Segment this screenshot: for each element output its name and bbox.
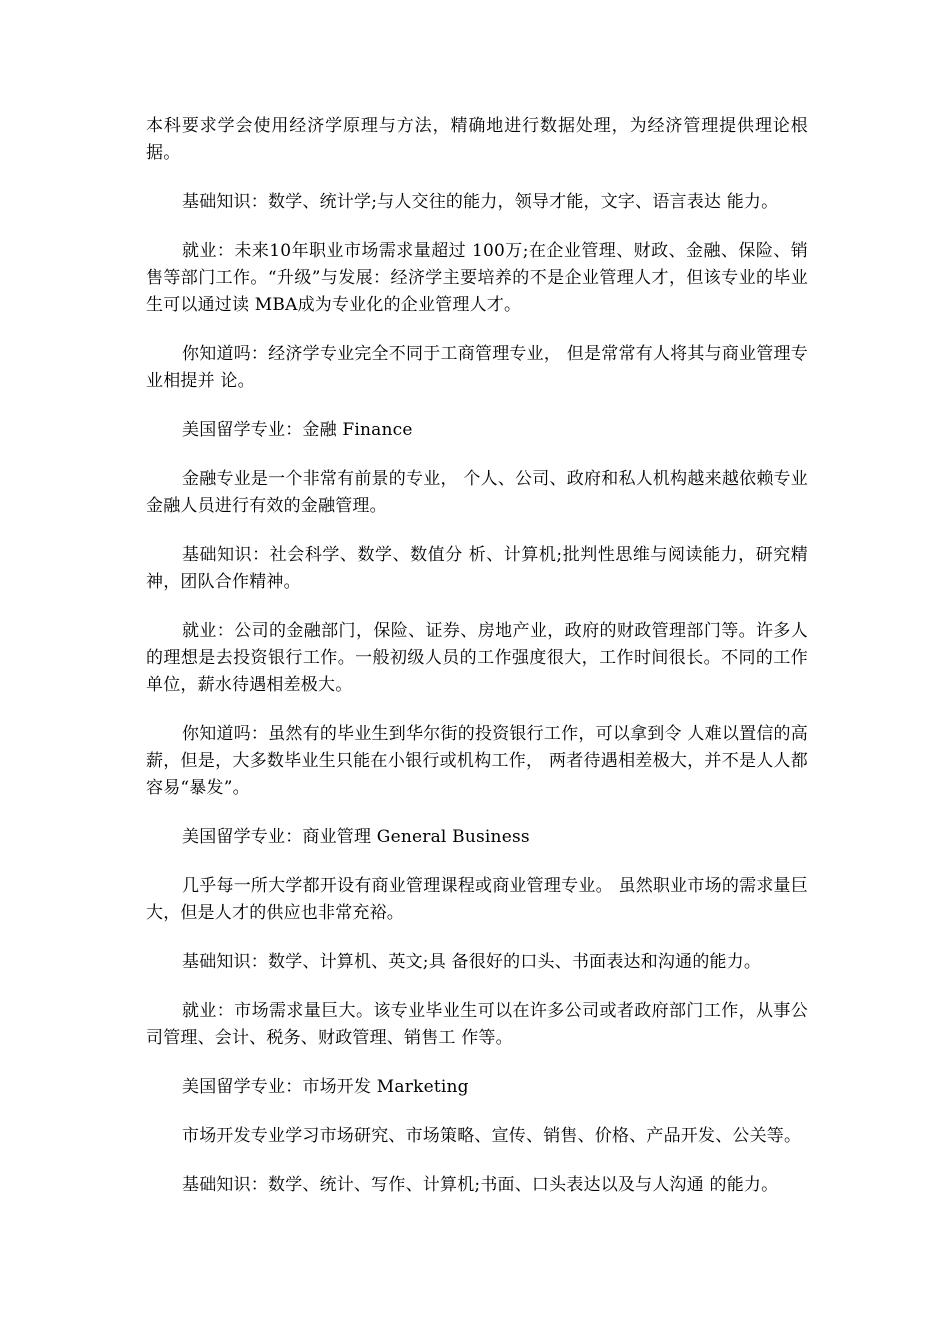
heading-general-business: 美国留学专业：商业管理 General Business — [182, 827, 530, 847]
paragraph-finance-employment: 就业：公司的金融部门，保险、证券、房地产业，政府的财政管理部门等。许多人的理想是去投资银行工作。一般初级人员的工作强度很大，工作时间很长。不同的工作单位，薪水待遇相差极大。 — [146, 621, 808, 695]
heading-marketing: 美国留学专业：市场开发 Marketing — [182, 1077, 469, 1097]
paragraph-economics-did-you-know: 你知道吗：经济学专业完全不同于工商管理专业， 但是常常有人将其与商业管理专业相提并 论。 — [146, 344, 808, 391]
paragraph-economics-employment: 就业：未来10年职业市场需求量超过 100万;在企业管理、财政、金融、保险、销售等部门工作。“升级”与发展：经济学主要培养的不是企业管理人才，但该专业的毕业生可以通过读 MBA成为专业化的企业管理人才。 — [146, 241, 808, 315]
paragraph-business-basics: 基础知识：数学、计算机、英文;具 备很好的口头、书面表达和沟通的能力。 — [182, 952, 762, 972]
paragraph-economics-basics: 基础知识：数学、统计学;与人交往的能力，领导才能，文字、语言表达 能力。 — [182, 192, 779, 212]
paragraph-business-intro: 几乎每一所大学都开设有商业管理课程或商业管理专业。 虽然职业市场的需求量巨大，但是人才的供应也非常充裕。 — [146, 876, 808, 923]
paragraph-finance-intro: 金融专业是一个非常有前景的专业， 个人、公司、政府和私人机构越来越依赖专业金融人员进行有效的金融管理。 — [146, 469, 808, 516]
paragraph-economics-intro: 本科要求学会使用经济学原理与方法，精确地进行数据处理，为经济管理提供理论根据。 — [146, 116, 808, 163]
paragraph-finance-did-you-know: 你知道吗：虽然有的毕业生到华尔街的投资银行工作，可以拿到令 人难以置信的高薪，但是，大多数毕业生只能在小银行或机构工作， 两者待遇相差极大，并不是人人都容易“暴发”。 — [146, 724, 808, 798]
paragraph-business-employment: 就业：市场需求量巨大。该专业毕业生可以在许多公司或者政府部门工作，从事公司管理、会计、税务、财政管理、销售工 作等。 — [146, 1001, 808, 1048]
paragraph-marketing-basics: 基础知识：数学、统计、写作、计算机;书面、口头表达以及与人沟通 的能力。 — [182, 1175, 779, 1195]
document-body — [146, 113, 808, 1221]
heading-finance: 美国留学专业：金融 Finance — [182, 420, 413, 440]
paragraph-marketing-intro: 市场开发专业学习市场研究、市场策略、宣传、销售、价格、产品开发、公关等。 — [182, 1126, 802, 1146]
paragraph-finance-basics: 基础知识：社会科学、数学、数值分 析、计算机;批判性思维与阅读能力，研究精神，团队合作精神。 — [146, 545, 808, 592]
